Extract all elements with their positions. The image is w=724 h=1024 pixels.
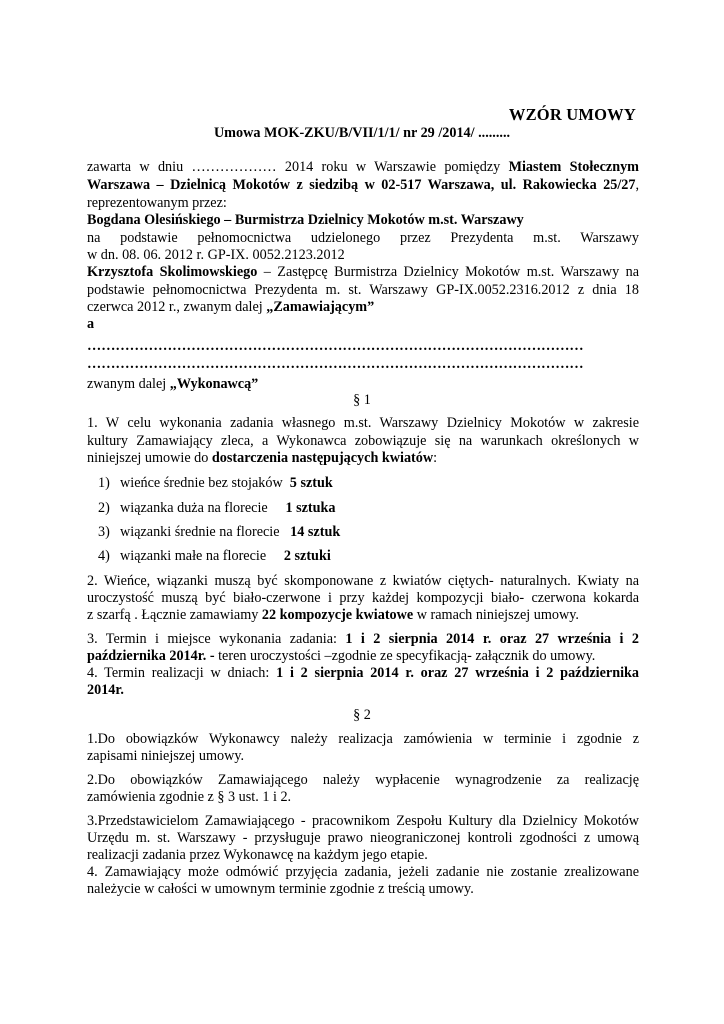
- intro-and: a: [87, 316, 95, 332]
- s1-p1-line-2: kultury Zamawiający zleca, a Wykonawca zobowiązuje się na warunkach określonych w: [87, 433, 639, 449]
- list-item: 3) wiązanki średnie na florecie 14 sztuk: [98, 524, 341, 540]
- contract-number: Umowa MOK-ZKU/B/VII/1/1/ nr 29 /2014/ .........: [213, 125, 511, 141]
- s2-p1-line-1: 1.Do obowiązków Wykonawcy należy realizacja zamówienia w terminie i zgodnie z: [87, 731, 639, 747]
- s1-p1-line-1: 1. W celu wykonania zadania własnego m.st. Warszawy Dzielnicy Mokotów w zakresie: [87, 415, 639, 431]
- s1-p3-line-1: 3. Termin i miejsce wykonania zadania: 1 i 2 sierpnia 2014 r. oraz 27 września i 2: [87, 631, 639, 647]
- intro-line-2: Warszawa – Dzielnicą Mokotów z siedzibą w 02-517 Warszawa, ul. Rakowiecka 25/27,: [87, 177, 639, 193]
- intro-line-1: zawarta w dniu ……………… 2014 roku w Warszawie pomiędzy Miastem Stołecznym: [87, 159, 639, 175]
- s1-p1-line-3: niniejszej umowie do dostarczenia następujących kwiatów:: [87, 450, 438, 466]
- representative-2: Krzysztofa Skolimowskiego – Zastępcę Burmistrza Dzielnicy Mokotów m.st. Warszawy na: [87, 264, 639, 280]
- s2-p3-line-3: realizacji zadania przez Wykonawcę na każdym jego etapie.: [87, 847, 428, 863]
- list-item: 2) wiązanka duża na florecie 1 sztuka: [98, 500, 336, 516]
- s2-p4-line-2: należycie w całości w umownym terminie zgodnie z treścią umowy.: [87, 881, 474, 897]
- document-title: WZÓR UMOWY: [508, 105, 636, 124]
- representative-1: Bogdana Olesińskiego – Burmistrza Dzielnicy Mokotów m.st. Warszawy: [87, 212, 524, 228]
- s2-p1-line-2: zapisami niniejszej umowy.: [87, 748, 245, 764]
- s2-p4-line-1: 4. Zamawiający może odmówić przyjęcia zadania, jeżeli zadanie nie zostanie zrealizowane: [87, 864, 639, 880]
- contractor-placeholder-1: ……………………………………………………………………………………………: [87, 338, 584, 354]
- intro-line-3: reprezentowanym przez:: [87, 195, 227, 211]
- s2-p2-line-2: zamówienia zgodnie z § 3 ust. 1 i 2.: [87, 789, 292, 805]
- s1-p2-line-3: z szarfą . Łącznie zamawiamy 22 kompozycje kwiatowe w ramach niniejszej umowy.: [87, 607, 579, 623]
- section-2-heading: § 2: [353, 707, 371, 723]
- s1-p4-line-2: 2014r.: [87, 682, 124, 698]
- intro-line-5: na podstawie pełnomocnictwa udzielonego przez Prezydenta m.st. Warszawy: [87, 230, 639, 246]
- intro-line-9: czerwca 2012 r., zwanym dalej „Zamawiającym”: [87, 299, 375, 315]
- s1-p4-line-1: 4. Termin realizacji w dniach: 1 i 2 sierpnia 2014 r. oraz 27 września i 2 października: [87, 665, 640, 681]
- s2-p3-line-1: 3.Przedstawicielom Zamawiającego - pracownikom Zespołu Kultury dla Dzielnicy Mokotów: [87, 813, 639, 829]
- s2-p3-line-2: Urzędu m. st. Warszawy - przysługuje prawo nieograniczonej kontroli zgodności z umową: [87, 830, 639, 846]
- s1-p2-line-2: uroczystość muszą być biało-czerwone i przy każdej kompozycji biało- czerwona kokarda: [87, 590, 639, 606]
- s1-p2-line-1: 2. Wieńce, wiązanki muszą być skomponowane z kwiatów ciętych- naturalnych. Kwiaty na: [87, 573, 639, 589]
- contractor-placeholder-2: ……………………………………………………………………………………………: [87, 356, 584, 372]
- intro-line-11: zwanym dalej „Wykonawcą”: [87, 376, 259, 392]
- s2-p2-line-1: 2.Do obowiązków Zamawiającego należy wypłacenie wynagrodzenie za realizację: [87, 772, 639, 788]
- list-item: 4) wiązanki małe na florecie 2 sztuki: [98, 548, 331, 564]
- list-item: 1) wieńce średnie bez stojaków 5 sztuk: [98, 475, 333, 491]
- s1-p3-line-2: października 2014r. - teren uroczystości –zgodnie ze specyfikacją- załącznik do umowy.: [87, 648, 596, 664]
- intro-line-6: w dn. 08. 06. 2012 r. GP-IX. 0052.2123.2012: [87, 247, 345, 263]
- section-1-heading: § 1: [353, 392, 371, 408]
- intro-line-8: podstawie pełnomocnictwa Prezydenta m. st. Warszawy GP-IX.0052.2316.2012 z dnia 18: [87, 282, 639, 298]
